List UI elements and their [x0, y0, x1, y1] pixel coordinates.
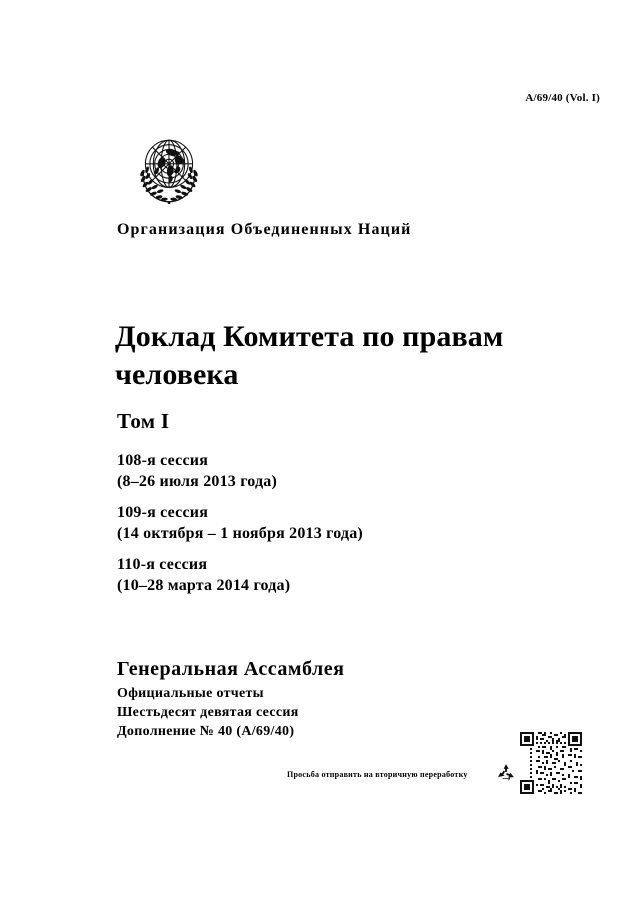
recycling-symbol-icon — [495, 762, 517, 784]
session-item — [117, 554, 517, 597]
session-item — [117, 450, 517, 493]
session-dates: (8–26 июля 2013 года) — [117, 473, 278, 491]
general-assembly-block — [117, 657, 537, 741]
recycle-note: Просьба отправить на вторичную переработку — [287, 770, 468, 779]
session-dates: (10–28 марта 2014 года) — [117, 577, 291, 595]
session-name: 109-я сессия — [117, 503, 209, 521]
session-name: 110-я сессия — [117, 555, 208, 573]
organization-name: Организация Объединенных Наций — [117, 221, 412, 238]
official-records-label: Официальные отчеты — [117, 686, 264, 701]
document-symbol: A/69/40 (Vol. I) — [525, 92, 600, 104]
page-title: Доклад Комитета по правам человека — [115, 320, 504, 392]
session-number-label: Шестьдесят девятая сессия — [117, 705, 299, 721]
supplement-label: Дополнение № 40 (A/69/40) — [117, 724, 295, 740]
qr-code-icon — [518, 730, 584, 796]
un-emblem-icon — [126, 131, 212, 211]
volume-label: Том I — [117, 409, 170, 433]
session-dates: (14 октября – 1 ноября 2013 года) — [117, 525, 363, 543]
session-list — [117, 450, 517, 597]
session-item — [117, 502, 517, 545]
session-name: 108-я сессия — [117, 452, 209, 469]
general-assembly-title: Генеральная Ассамблея — [117, 658, 345, 680]
